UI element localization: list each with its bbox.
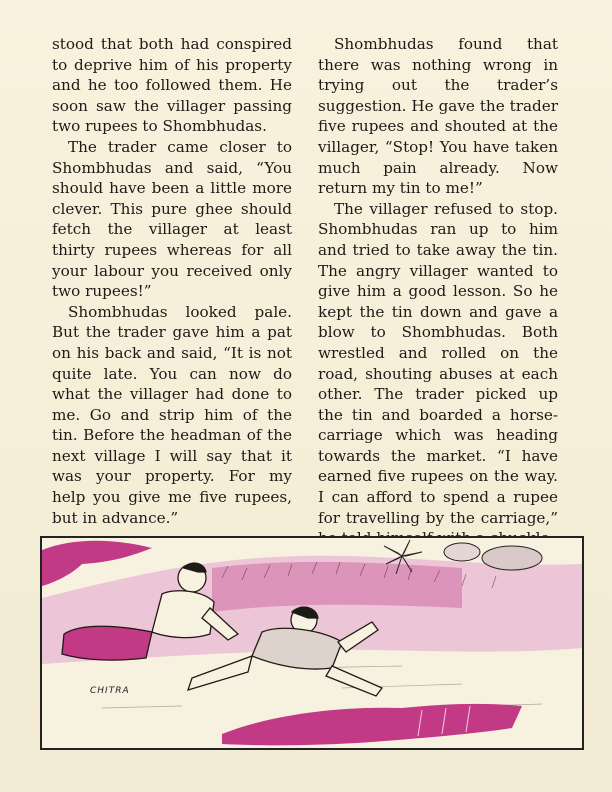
story-illustration bbox=[40, 536, 584, 750]
ground-lines bbox=[102, 666, 542, 708]
left-column bbox=[52, 34, 292, 528]
paragraph: The villager refused to stop. Shombhudas ran up to him and tried to take away the tin. The angry villager wanted to give him a good lesson. So he kept the tin down and gave a blow to Shombhudas. Both wrestled and rolled on the road, shouting abuses at each other. The trader picked up the tin and boarded a horse-carriage which was heading towards the market. “I have earned five rupees on the way. I can afford to spend a rupee for travelling by the carriage,” bbox=[318, 199, 558, 527]
cloth-bottom bbox=[222, 704, 522, 745]
paragraph: The trader came closer to Shombhudas and said, “You should have been a little more clever. This pure ghee should fetch the villager at least thirty rupees whereas for all your labour you received only two rupees!” bbox=[52, 137, 292, 301]
paragraph: Shombhudas found that there was nothing wrong in trying out the trader’s suggestion. He gave the trader five rupees and shouted at the villager, “Stop! You have taken much pain already. Now return my tin to me!” bbox=[318, 35, 558, 198]
rock bbox=[482, 546, 542, 570]
right-column bbox=[318, 34, 558, 549]
rock bbox=[444, 543, 480, 561]
wrestling-scene-drawing bbox=[42, 538, 582, 748]
paragraph: Shombhudas looked pale. But the trader gave him a pat on his back and said, “It is not quite late. You can now do what the villager had done to me. Go and strip him of the tin. Before the headman of the next village I will say that it was your property. For my help you give me five rupees, but in advance.” bbox=[52, 302, 292, 527]
paragraph: stood that both had conspired to deprive him of his property and he too followed them. He soon saw the villager passing two rupees to Shombhudas. bbox=[52, 35, 292, 136]
grass-shading bbox=[212, 562, 462, 612]
artist-signature: CHITRA bbox=[90, 686, 130, 696]
